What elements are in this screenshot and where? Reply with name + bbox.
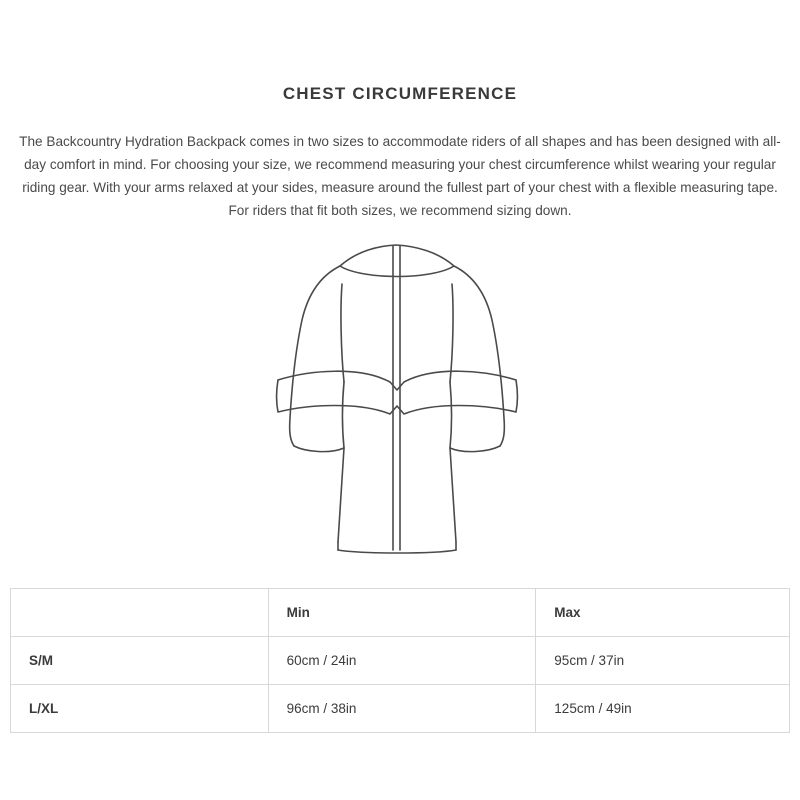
header-min: Min: [268, 589, 536, 637]
size-table: [10, 588, 790, 733]
table-header-row: [11, 589, 790, 637]
chest-measurement-illustration: [0, 232, 800, 562]
cell-max: 95cm / 37in: [536, 637, 790, 685]
size-table-container: [10, 588, 790, 733]
table-row: [11, 685, 790, 733]
cell-size: L/XL: [11, 685, 269, 733]
cell-max: 125cm / 49in: [536, 685, 790, 733]
header-size: [11, 589, 269, 637]
torso-diagram-icon: [190, 232, 610, 562]
cell-min: 96cm / 38in: [268, 685, 536, 733]
page-title: CHEST CIRCUMFERENCE: [282, 84, 518, 103]
cell-min: 60cm / 24in: [268, 637, 536, 685]
header-max: Max: [536, 589, 790, 637]
table-row: [11, 637, 790, 685]
intro-paragraph: The Backcountry Hydration Backpack comes in two sizes to accommodate riders of all shapes and has been designed with all-day comfort in mind. For choosing your size, we recommend measuring your chest circumference whilst wearing your regular riding gear. With your arms relaxed at your sides, measure around the fullest part of your chest with a flexible measuring tape. For riders that fit both sizes, we recommend sizing down.: [19, 134, 781, 218]
size-table-body: [11, 637, 790, 733]
cell-size: S/M: [11, 637, 269, 685]
size-table-head: [11, 589, 790, 637]
